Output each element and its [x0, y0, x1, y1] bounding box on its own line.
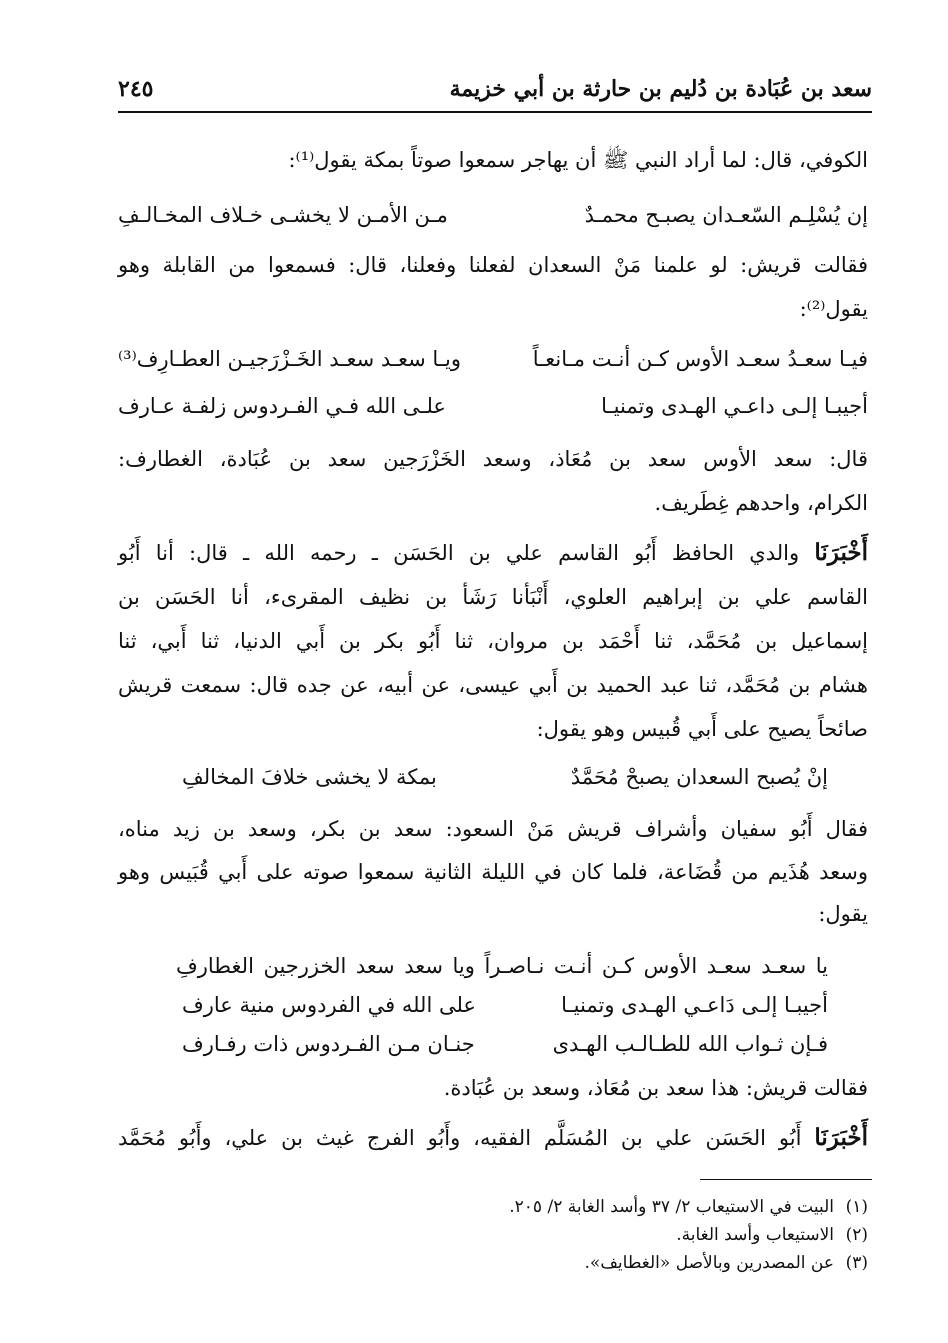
- text-line: صائحاً يصيح على أَبي قُبيس وهو يقول:: [536, 717, 868, 741]
- verse-hemistich-left: علـى الله فـي الفـردوس زلفـة عـارف: [118, 394, 446, 418]
- footnote-text: الاستيعاب وأسد الغابة.: [676, 1225, 834, 1245]
- running-title: سعد بن عُبَادة بن دُليم بن حارثة بن أبي خزيمة: [449, 76, 872, 102]
- verse-hemistich-left: جنـان مـن الفـردوس ذات رفـارف: [182, 1032, 475, 1056]
- akhbarana-lead: أَخْبَرَنَا: [814, 539, 868, 566]
- verse-hemistich-left: مـن الأمـن لا يخشـى خـلاف المخـالـفِ: [118, 203, 448, 227]
- verse-hemistich-left: بمكة لا يخشى خلافَ المخالفِ: [182, 765, 437, 789]
- header-rule: [118, 111, 872, 113]
- footnote-number: (٢): [845, 1225, 868, 1245]
- footnote-number: (١): [845, 1197, 868, 1217]
- verse-hemistich-right: فيـا سعـدُ سعـد الأوس كـن أنـت مـانعـاً: [532, 347, 868, 371]
- text-line: فقال أَبُو سفيان وأشراف قريش مَنْ السعود: سعد بن بكر، وسعد بن زيد مناه،: [118, 817, 868, 841]
- footnote: [509, 1195, 868, 1219]
- text-line: فقالت قريش: هذا سعد بن مُعَاذ، وسعد بن عُبَادة.: [443, 1076, 868, 1100]
- footnote-rule: [700, 1179, 872, 1180]
- verse-hemistich-left: ويـا سعـد سعـد الخَـزْرَجيـن العطـارِف⁽³⁾: [118, 347, 461, 371]
- verse-line: يا سعـد سعـد الأوس كـن أنـت نـاصـراً ويا سعد سعد الخزرجين الغطارفِ: [176, 954, 828, 978]
- footnote-text: البيت في الاستيعاب ٢/ ٣٧ وأسد الغابة ٢/ ٢٠٥.: [509, 1197, 834, 1217]
- verse-hemistich-right: إن يُسْلِـم السّعـدان يصبـح محمـدٌ: [584, 203, 868, 227]
- text-line: إسماعيل بن مُحَمَّد، ثنا أَحْمَد بن مروان، ثنا أَبُو بكر بن أَبي الدنيا، ثنا أَبي، ثنا: [118, 629, 868, 653]
- text-line: القاسم علي بن إبراهيم العلوي، أَنْبَأنا رَشَأ بن نظيف المقرىء، أنا الحَسَن بن: [118, 585, 868, 609]
- footnote-number: (٣): [845, 1253, 868, 1273]
- text-line: هشام بن مُحَمَّد، ثنا عبد الحميد بن أَبي عيسى، عن أبيه، عن جده قال: سمعت قريش: [118, 673, 868, 697]
- text-line: يقول⁽²⁾:: [799, 297, 868, 321]
- verse-hemistich-right: أجيبـا إلـى داعـي الهـدى وتمنيـا: [601, 394, 868, 418]
- text-line: يقول:: [818, 902, 868, 926]
- text-line: [118, 538, 868, 568]
- page-number: ٢٤٥: [118, 76, 154, 102]
- footnote: [676, 1223, 868, 1247]
- text-run: أَبُو الحَسَن علي بن المُسَلَّم الفقيه، وأَبُو الفرج غيث بن علي، وأَبُو مُحَمَّد: [118, 1126, 815, 1150]
- text-line: الكوفي، قال: لما أراد النبي ﷺ أن يهاجر سمعوا صوتاً بمكة يقول⁽¹⁾:: [288, 148, 868, 172]
- verse-hemistich-right: أجيبـا إلـى دَاعـي الهـدى وتمنيـا: [561, 993, 828, 1017]
- verse-hemistich-left: على الله في الفردوس منية عارف: [182, 993, 476, 1017]
- text-line: فقالت قريش: لو علمنا مَنْ السعدان لفعلنا وفعلنا، قال: فسمعوا من القابلة وهو: [118, 253, 868, 277]
- verse-hemistich-right: فـإن ثـواب الله للطـالـب الهـدى: [552, 1032, 828, 1056]
- text-line: وسعد هُذَيم من قُضَاعة، فلما كان في الليلة الثانية سمعوا صوته على أَبي قُبَيس وهو: [118, 860, 868, 884]
- text-line: الكرام، واحدهم غِطَريف.: [654, 491, 868, 515]
- verse-hemistich-right: إنْ يُصبح السعدان يصبحْ مُحَمَّدٌ: [570, 765, 828, 789]
- footnote: [585, 1251, 868, 1275]
- akhbarana-lead: أَخْبَرَنَا: [814, 1124, 868, 1151]
- running-header: [118, 66, 872, 110]
- text-line: [118, 1123, 868, 1153]
- footnote-text: عن المصدرين وبالأصل «الغطايف».: [584, 1253, 834, 1273]
- text-run: والدي الحافظ أَبُو القاسم علي بن الحَسَن ـ رحمه الله ـ قال: أنا أَبُو: [118, 541, 815, 565]
- text-line: قال: سعد الأوس سعد بن مُعَاذ، وسعد الخَزْرَجين سعد بن عُبَادة، الغطارف:: [118, 447, 868, 471]
